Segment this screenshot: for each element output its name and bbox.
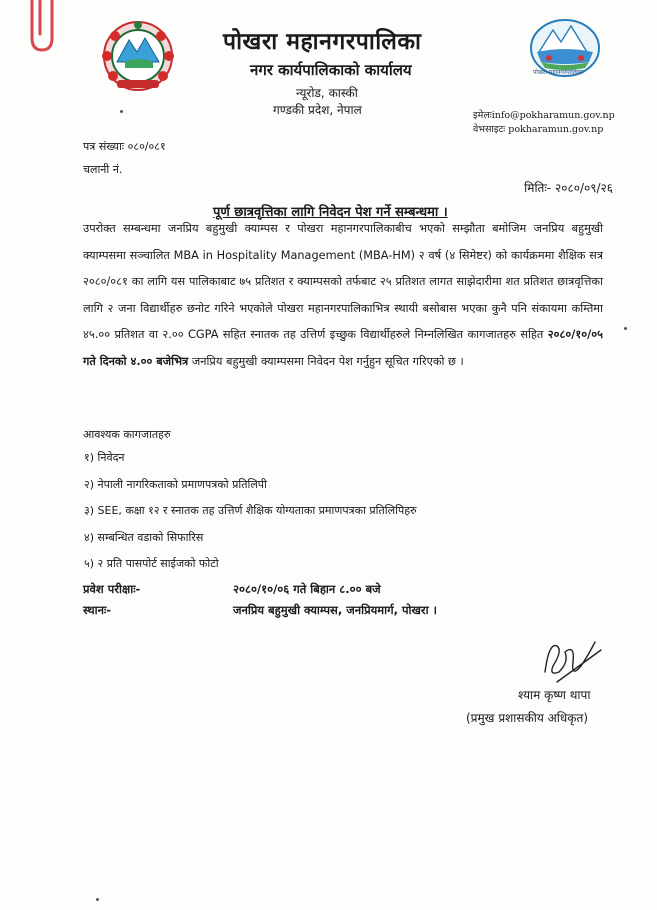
requirement-item: १) निवेदन	[84, 451, 125, 464]
paperclip-icon	[24, 0, 60, 54]
letter-subject: पूर्ण छात्रवृत्तिका लागि निवेदन पेश गर्ने सम्बन्धमा ।	[213, 205, 448, 220]
address-line-1: न्यूरोड, कास्की	[296, 86, 358, 100]
address-line-2: गण्डकी प्रदेश, नेपाल	[273, 103, 362, 117]
office-name: नगर कार्यपालिकाको कार्यालय	[250, 61, 412, 79]
requirement-item: ५) २ प्रति पासपोर्ट साईजको फोटो	[84, 557, 219, 570]
signatory-title: (प्रमुख प्रशासकीय अधिकृत)	[466, 711, 589, 725]
reference-label: पत्र संख्याः	[83, 140, 125, 153]
letter-body	[83, 216, 603, 375]
pokhara-logo	[527, 18, 603, 86]
dispatch-number: चलानी नं.	[83, 163, 123, 176]
venue-value: जनप्रिय बहुमुखी क्याम्पस, जनप्रियमार्ग, पोखरा ।	[233, 603, 437, 617]
letter-date	[524, 179, 613, 196]
org-name: पोखरा महानगरपालिका	[223, 29, 422, 55]
body-text-part-2: जनप्रिय बहुमुखी क्याम्पसमा निवेदन पेश गर्नुहुन सूचित गरिएको छ ।	[188, 354, 464, 368]
logo-caption: पोखरा महानगरपालिका	[533, 69, 584, 76]
date-value: २०८०/०९/२६	[554, 181, 613, 195]
scan-speck	[624, 327, 627, 330]
email-label: इमेलः	[473, 110, 492, 121]
exam-label: प्रवेश परीक्षाः-	[83, 582, 141, 596]
requirements-heading: आवश्यक कागजातहरु	[83, 428, 171, 441]
requirement-item: ४) सम्बन्धित वडाको सिफारिस	[84, 530, 204, 544]
email-address: info@pokharamun.gov.np	[491, 110, 615, 121]
website-line	[473, 122, 603, 135]
scan-speck	[120, 110, 123, 113]
requirement-item: ३) SEE, कक्षा १२ र स्नातक तह उत्तिर्ण शैक्षिक योग्यताका प्रमाणपत्रका प्रतिलिपिहरु	[84, 504, 417, 517]
exam-value: २०८०/१०/०६ गते बिहान ८.०० बजे	[233, 582, 381, 596]
nepal-emblem-icon	[95, 16, 181, 94]
website-address: pokharamun.gov.np	[508, 124, 604, 135]
body-text-part-1: उपरोक्त सम्बन्धमा जनप्रिय बहुमुखी क्याम्पस र पोखरा महानगरपालिकाबीच भएको सम्झौता बमोजिम जनप्रिय बहुमुखी क्याम्पसमा सञ्चालित MBA in Hospitality Management (MBA-HM) २ वर्ष (४ सिमेष्टर) को कार्यक्रममा शैक्षिक सत्र २०८०/०८१ का लागि यस पालिकाबाट ७५ प्रतिशत र क्याम्पसको तर्फबाट २५ प्रतिशत लागत साझेदारीमा शत प्रतिशत छात्रवृत्तिका लागि २ जना विद्यार्थीहरु छनोट गरिने भएकोले पोखरा महानगरपालिकाभित्र स्थायी बसोबास भएका कुनै पनि संकायमा कम्तिमा ४५.०० प्रतिशत वा २.०० CGPA सहित स्नातक तह उत्तिर्ण इच्छुक विद्यार्थीहरुले निम्नलिखित कागजातहरु सहित	[83, 222, 604, 341]
website-label: वेभसाइटः	[473, 124, 506, 135]
requirements-list	[84, 448, 417, 581]
signatory-name: श्याम कृष्ण थापा	[518, 688, 591, 702]
scan-speck	[96, 898, 99, 901]
email-line	[473, 108, 615, 121]
signature-icon	[535, 632, 605, 688]
reference-number	[83, 139, 166, 154]
date-label: मितिः-	[524, 181, 552, 195]
reference-value: ०८०/०८१	[127, 140, 166, 153]
body-deadline: २०८०/१०/०५ गते दिनको ४.०० बजेभित्र	[83, 328, 603, 368]
requirement-item: २) नेपाली नागरिकताको प्रमाणपत्रको प्रतिलिपी	[84, 477, 267, 491]
venue-label: स्थानः-	[83, 603, 112, 617]
